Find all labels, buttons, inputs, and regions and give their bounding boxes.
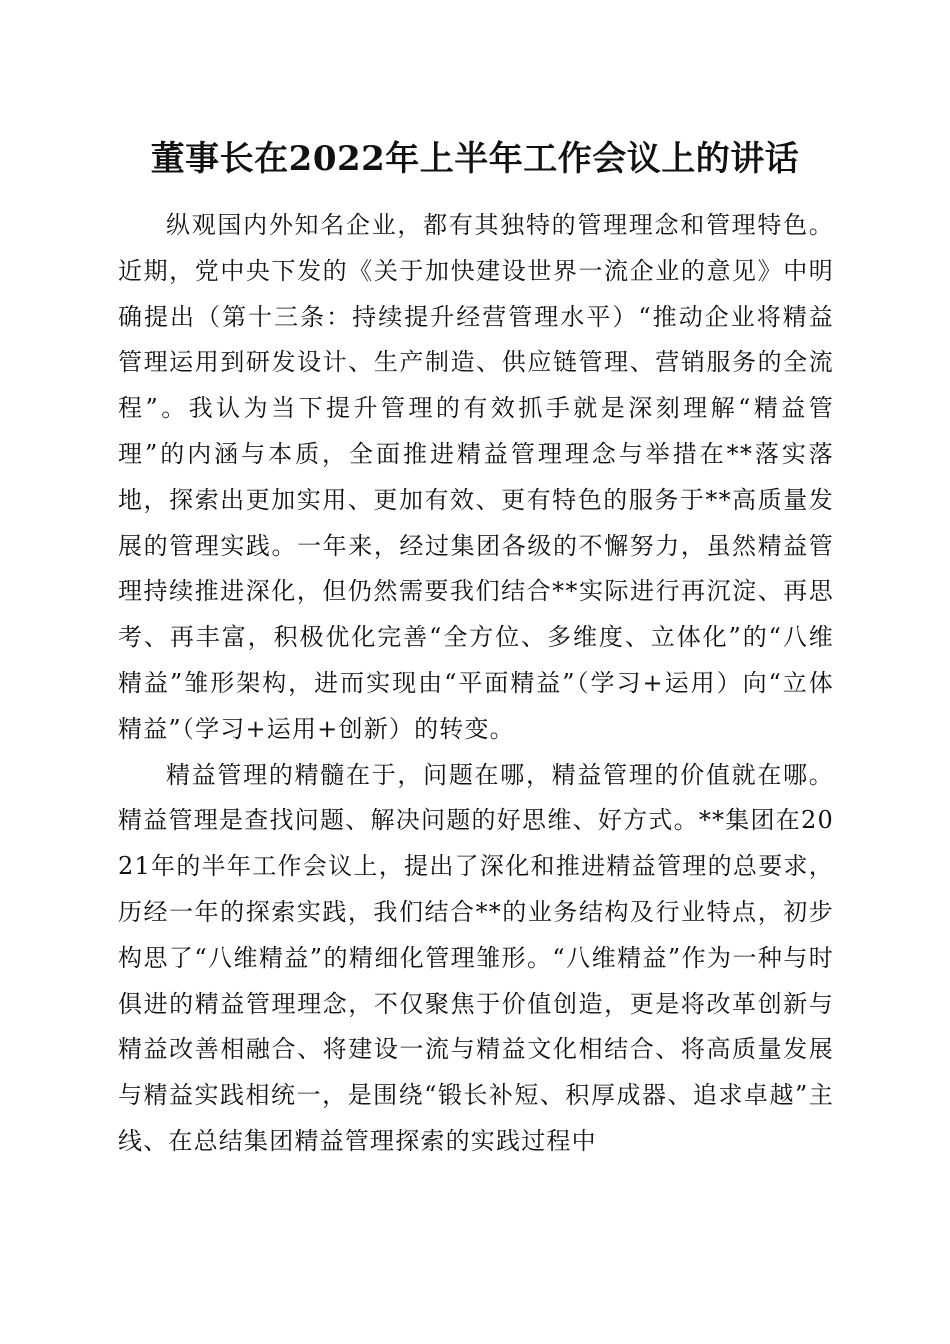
document-title: 董事长在2022年上半年工作会议上的讲话 [150,139,800,179]
document-body [118,203,834,1165]
paragraph-1: 纵观国内外知名企业，都有其独特的管理理念和管理特色。近期，党中央下发的《关于加快建设世界一流企业的意见》中明确提出（第十三条：持续提升经营管理水平）“推动企业将精益管理运用到研发设计、生产制造、供应链管理、营销服务的全流程”。我认为当下提升管理的有效抓手就是深刻理解“精益管理”的内涵与本质，全面推进精益管理理念与举措在**落实落地，探索出更加实用、更加有效、更有特色的服务于**高质量发展的管理实践。一年来，经过集团各级的不懈努力，虽然精益管理持续推进深化，但仍然需要我们结合**实际进行再沉淀、再思考、再丰富，积极优化完善“全方位、多维度、立体化”的“八维精益”雏形架构，进而实现由“平面精益”（学习+运用）向“立体精益”（学习+运用+创新）的转变。 [118,211,834,743]
paragraph-2: 精益管理的精髓在于，问题在哪，精益管理的价值就在哪。精益管理是查找问题、解决问题的好思维、好方式。**集团在2021年的半年工作会议上，提出了深化和推进精益管理的总要求，历经一年的探索实践，我们结合**的业务结构及行业特点，初步构思了“八维精益”的精细化管理雏形。“八维精益”作为一种与时俱进的精益管理理念，不仅聚焦于价值创造，更是将改革创新与精益改善相融合、将建设一流与精益文化相结合、将高质量发展与精益实践相统一，是围绕“锻长补短、积厚成器、追求卓越”主线、在总结集团精益管理探索的实践过程中 [118,760,834,1155]
